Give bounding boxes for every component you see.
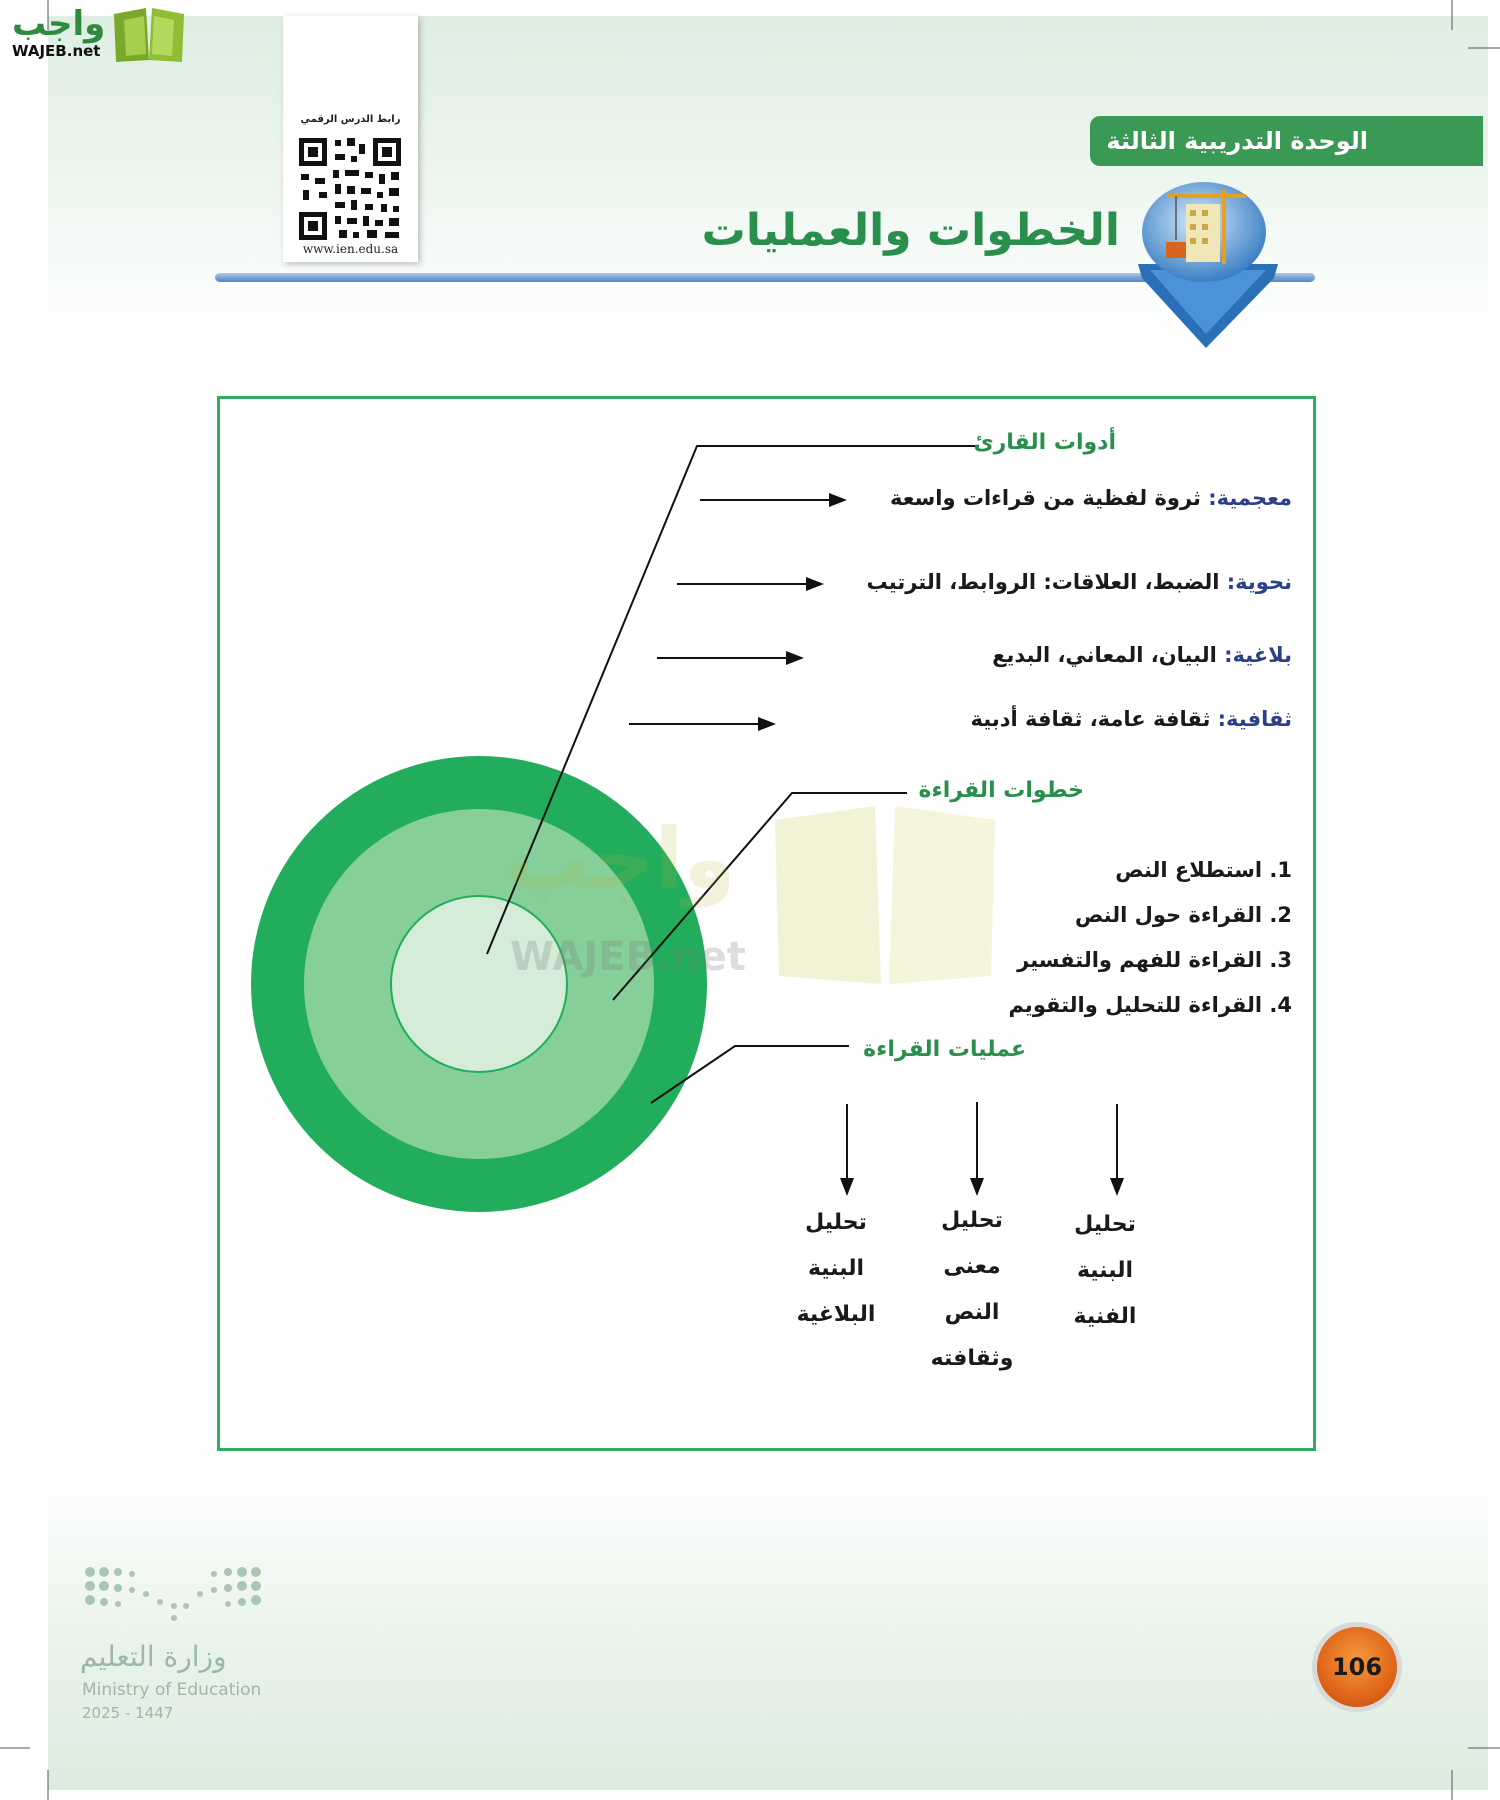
operation-column-artistic [1055,1202,1155,1340]
tool-key: نحوية: [1226,570,1292,594]
logo-latin: WAJEB.net [12,42,101,60]
qr-url: www.ien.edu.sa [302,242,399,256]
qr-card[interactable] [283,16,418,262]
tool-lexical [890,486,1292,510]
operation-word: النص [944,1300,1000,1325]
operation-word: تحليل [941,1208,1003,1233]
page-title: الخطوات والعمليات [701,205,1120,256]
unit-tab: الوحدة التدريبية الثالثة [1090,116,1483,166]
tool-value: ثقافة عامة، ثقافة أدبية [970,707,1211,731]
tool-key: ثقافية: [1217,707,1292,731]
tool-rhetoric [992,643,1292,667]
step-item: 1. استطلاع النص [1115,858,1292,882]
reading-steps-heading: خطوات القراءة [918,778,1084,803]
operation-word: معنى [943,1254,1001,1279]
construction-crane-icon [1128,180,1288,350]
tool-value: البيان، المعاني، البديع [992,643,1217,667]
step-item: 3. القراءة للفهم والتفسير [1017,948,1292,972]
tool-value: ثروة لفظية من قراءات واسعة [890,486,1201,510]
watermark-arabic: واجب [505,810,736,908]
inner-circle [391,896,567,1072]
ministry-year: 2025 - 1447 [82,1704,174,1722]
reader-tools-heading: أدوات القارئ [973,430,1116,455]
tool-culture [971,707,1292,731]
ministry-arabic: وزارة التعليم [80,1640,227,1673]
tool-key: معجمية: [1208,486,1292,510]
page-number: 106 [1312,1622,1402,1712]
operation-word: الفنية [1073,1304,1137,1329]
ministry-dots-logo [82,1562,272,1628]
step-item: 2. القراءة حول النص [1075,903,1292,927]
book-icon [110,4,188,64]
operation-column-rhetorical [776,1200,896,1338]
operation-word: البنية [1076,1258,1134,1283]
ministry-english: Ministry of Education [82,1680,262,1700]
tool-key: بلاغية: [1224,643,1292,667]
operation-column-meaning [922,1198,1022,1382]
operation-word: تحليل [805,1210,867,1235]
operation-word: وثقافته [930,1346,1014,1371]
qr-caption: رابط الدرس الرقمي [300,114,401,125]
operation-word: تحليل [1074,1212,1136,1237]
tool-grammar [867,570,1292,594]
operation-word: البنية [807,1256,865,1281]
logo-arabic: واجب [12,4,106,44]
wajeb-watermark [775,806,995,984]
operation-word: البلاغية [796,1302,876,1327]
watermark-latin: WAJEB.net [510,934,746,980]
wajeb-logo[interactable] [0,0,190,70]
step-item: 4. القراءة للتحليل والتقويم [1008,993,1292,1017]
tool-value: الضبط، العلاقات: الروابط، الترتيب [866,570,1220,594]
reading-operations-heading: عمليات القراءة [863,1037,1026,1062]
qr-code-icon [295,134,405,244]
